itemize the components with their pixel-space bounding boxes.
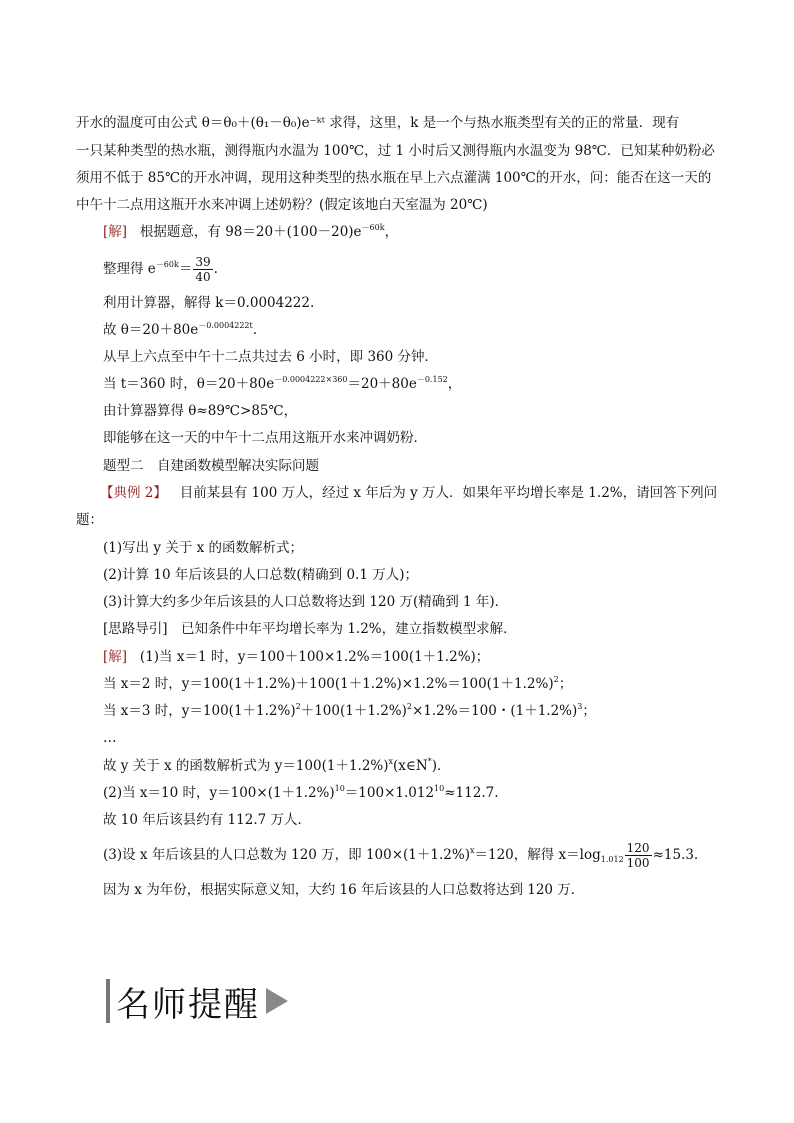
solution1-line-2: 整理得 $e^{-60k}=$ $\frac{39}{40}$ . <box>103 255 218 284</box>
solution2-line-6: (2)当 x＝10 时，$y=100\times(1+1.2\%)^{10}=100\times 1.012^{10}\approx 112.7$. <box>103 784 499 801</box>
solution2-line-2: 当 x＝2 时，$y=100(1+1.2\%)+100(1+1.2\%)\times 1.2\%=100(1+1.2\%)^2$； <box>103 675 573 692</box>
fraction: $\frac{120}{100}$ <box>626 841 650 870</box>
solution2-line-1: [解] (1)当 x＝1 时，y＝100＋100×1.2%＝100(1＋1.2%)； <box>103 649 490 665</box>
heading-title: 名师提醒 <box>116 984 260 1025</box>
question-3: (3)计算大约多少年后该县的人口总数将达到 120 万(精确到 1 年)． <box>103 594 509 610</box>
section-title: 题型二 自建函数模型解决实际问题 <box>103 458 319 474</box>
problem-line-4: 中午十二点用这瓶开水来冲调上述奶粉？(假定该地白天室温为 20℃) <box>76 197 488 213</box>
solution1-line-3: 利用计算器，解得 k＝0.0004222. <box>103 295 315 311</box>
problem-line-3: 须用不低于 85℃的开水冲调，现用这种类型的热水瓶在早上六点灌满 100℃的开水，问：能否在这一天的 <box>76 170 712 186</box>
solution-tag: [解] <box>103 224 128 240</box>
solution2-line-5: 故 y 关于 x 的函数解析式为 $y=100(1+1.2\%)^x(x\in N^*)$． <box>103 757 451 774</box>
question-2: (2)计算 10 年后该县的人口总数(精确到 0.1 万人)； <box>103 567 418 583</box>
problem-line-1: 开水的温度可由公式 θ＝θ₀＋(θ₁－θ₀)e⁻ᵏᵗ 求得，这里，k 是一个与热水瓶类型有关的正的常量．现有 <box>76 115 680 131</box>
fraction: $\frac{39}{40}$ <box>195 255 211 284</box>
heading-bar <box>106 979 110 1023</box>
guide-line: [思路导引] 已知条件中年平均增长率为 1.2%，建立指数模型求解． <box>103 621 517 637</box>
solution2-line-9: 因为 x 为年份，根据实际意义知，大约 16 年后该县的人口总数将达到 120 万． <box>103 882 585 898</box>
problem-line-2: 一只某种类型的热水瓶，测得瓶内水温为 100℃，过 1 小时后又测得瓶内水温变为 98℃．已知某种奶粉必 <box>76 143 715 159</box>
question-1: (1)写出 y 关于 x 的函数解析式； <box>103 540 304 556</box>
solution1-line-1: [解] 根据题意，有 $98=20+(100-20)e^{-60k}$， <box>103 223 399 240</box>
solution2-dots: … <box>103 730 117 746</box>
solution1-line-8: 即能够在这一天的中午十二点用这瓶开水来冲调奶粉． <box>103 430 427 446</box>
solution2-line-3: 当 x＝3 时，$y=100(1+1.2\%)^2+100(1+1.2\%)^2\times 1.2\%=100$・$(1+1.2\%)^3$； <box>103 702 596 719</box>
solution1-line-4: 故 $\theta=20+80e^{-0.0004222t}$. <box>103 321 258 338</box>
solution1-line-6: 当 t＝360 时，$\theta=20+80e^{-0.0004222\times 360}=20+80e^{-0.152}$， <box>103 375 462 392</box>
solution1-line-7: 由计算器算得 θ≈89℃>85℃， <box>103 403 298 419</box>
section-heading-teacher-tips <box>106 978 288 1024</box>
solution2-line-8: (3)设 x 年后该县的人口总数为 120 万，即 $100\times(1+1.2\%)^x=120$，解得 $x=\log_{1.012}$ $\frac{120}{100}$ ≈15.3. <box>103 841 699 870</box>
example-tag: 【典例 2】 <box>100 485 167 501</box>
solution1-line-5: 从早上六点至中午十二点共过去 6 小时，即 360 分钟． <box>103 349 439 365</box>
example-line-2: 题： <box>76 512 103 528</box>
example-line-1: 【典例 2】 目前某县有 100 万人，经过 x 年后为 y 万人．如果年平均增长率是 1.2%，请回答下列问 <box>100 485 718 501</box>
play-triangle-icon <box>266 988 288 1014</box>
solution2-line-7: 故 10 年后该县约有 112.7 万人． <box>103 812 311 828</box>
solution2-tag: [解] <box>103 649 128 665</box>
